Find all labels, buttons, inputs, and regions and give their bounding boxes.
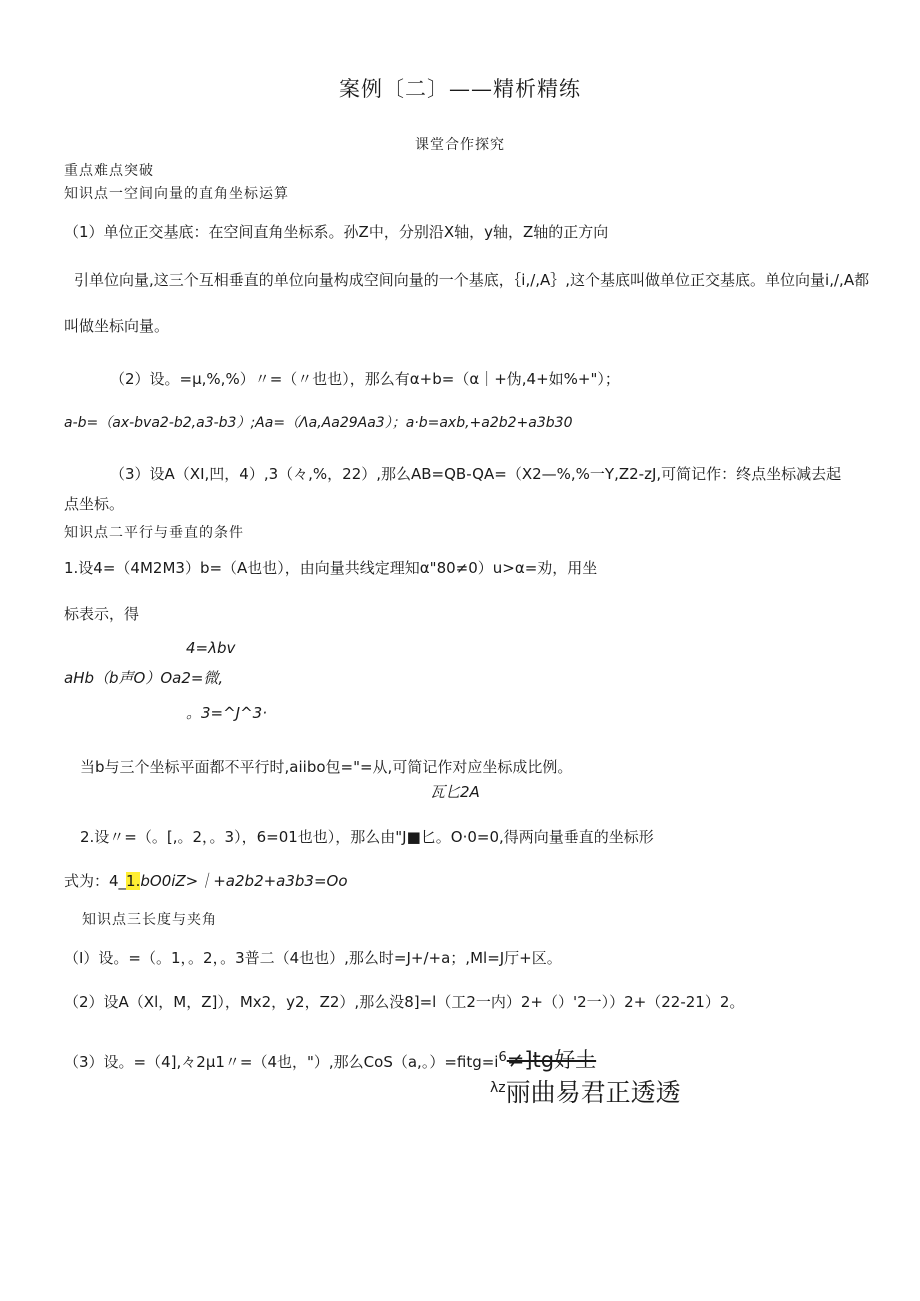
- kp2-item1-note: 当b与三个坐标平面都不平行时,aiibo包="=从,可简记作对应坐标成比例。: [80, 758, 573, 776]
- kp2-formula-a: 4=λbv: [186, 639, 236, 657]
- kp2-item1-line2: 标表示，得: [64, 605, 140, 623]
- kp3-item1: （I）设。=（。1，。2，。3普二（4也也）,那么时=J+/+a；,Ml=J厅+区。: [64, 949, 562, 967]
- kp2-item2-line1: 2.设〃=（。[,。2，。3），6=01也也），那么由"J■匕。O·0=0,得两向量垂直的坐标形: [80, 828, 654, 846]
- kp3-item3-line2-big: 丽曲易君正透透: [505, 1078, 681, 1107]
- kp3-item3-line2-small: λz: [490, 1080, 506, 1096]
- kp2-item1-note-sub: 瓦匕2A: [430, 783, 480, 801]
- kp1-item1-line3: 叫做坐标向量。: [64, 317, 170, 335]
- kp3-item3-line2: [490, 1078, 681, 1108]
- kp2-item2-line2: [64, 871, 348, 891]
- kp2-heading: 知识点二平行与垂直的条件: [64, 525, 244, 541]
- kp1-heading: 知识点一空间向量的直角坐标运算: [64, 186, 289, 202]
- kp1-item2-line1: （2）设。=μ,%,%）〃=（〃也也），那么有α+b=（α｜+伪,4+如%+"）；: [110, 370, 620, 388]
- kp2-item2-line2-post: bO0iZ>｜+a2b2+a3b3=Oo: [140, 872, 348, 890]
- kp1-item1-line2: 引单位向量,这三个互相垂直的单位向量构成空间向量的一个基底，｛i,/,A｝,这个基底叫做单位正交基底。单位向量i,/,A都: [74, 271, 870, 289]
- kp2-item1-line1: 1.设4=（4M2M3）b=（A也也），由向量共线定理知α"80≠0）u>α=劝，用坐: [64, 559, 598, 577]
- kp3-item3-line1: [64, 1048, 596, 1072]
- highlighted-text: 1.: [126, 872, 141, 890]
- kp2-formula-c: 。3=^J^3·: [186, 704, 267, 722]
- kp3-item2: （2）设A（Xl，M，Z]），Mx2，y2，Z2）,那么没8]=l（工2一内）2+（）'2一））2+（22-21）2。: [64, 993, 745, 1011]
- section-subtitle: 课堂合作探究: [415, 137, 505, 153]
- kp2-formula-b: aHb（b声O）Oa2=微,: [64, 669, 224, 687]
- kp1-item3-line2: 点坐标。: [64, 495, 125, 513]
- kp1-item2-line2: a-b=（ax-bva2-b2,a3-b3）;Aa=（Λa,Aa29Aa3）；a·b=axb,+a2b2+a3b30: [64, 415, 573, 431]
- kp3-item3-tail: ≠]tg好土: [506, 1048, 597, 1072]
- kp2-item2-line2-pre: 式为：4_: [64, 872, 127, 890]
- section-focus-heading: 重点难点突破: [64, 163, 154, 179]
- kp3-heading: 知识点三长度与夹角: [82, 912, 217, 928]
- kp1-item3-line1: （3）设A（XI,凹，4）,3（々,%，22）,那么AB=QB-QA=（X2—%,%一Y,Z2-zJ,可简记作：终点坐标减去起: [110, 465, 842, 483]
- page-title: 案例〔二〕——精析精练: [339, 77, 581, 101]
- kp3-item3-sup: 6: [498, 1050, 507, 1065]
- kp3-item3-pre: （3）设。=（4],々2μ1〃=（4也，"）,那么CoS（a,。）=fitg=i: [64, 1053, 499, 1071]
- kp1-item1-line1: （1）单位正交基底：在空间直角坐标系。孙Z中，分别沿X轴，y轴，Z轴的正方向: [64, 223, 609, 241]
